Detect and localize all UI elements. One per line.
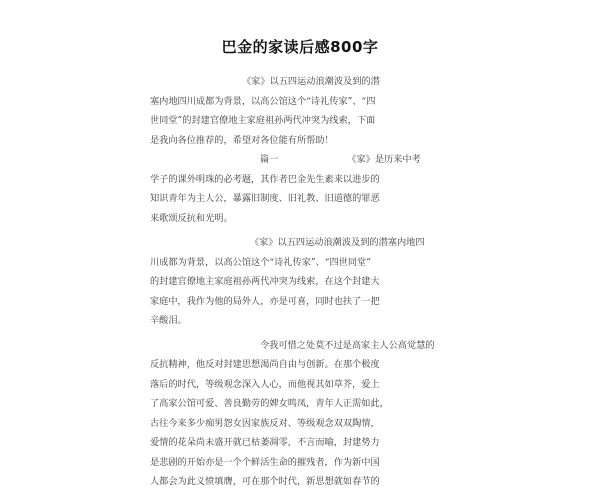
- text-line: 家庭中，我作为他的局外人，亦是可喜，同时也扶了一把: [150, 295, 380, 307]
- text-line: 《家》以五四运动浪潮波及到的潜: [242, 76, 380, 87]
- text-line: 的封建官僚地主家庭祖孙两代冲突为线索，在这个封建大: [150, 276, 380, 287]
- document-title: 巴金的家读后感800字: [221, 38, 379, 56]
- section-heading-line: 篇一 《家》是历来中考: [260, 154, 421, 165]
- text-line: 知识青年为主人公，暴露旧制度、旧礼教、旧道德的罪恶: [150, 193, 380, 204]
- text-line: 是我向各位推荐的，希望对各位能有所帮助！: [150, 134, 334, 146]
- text-line: 塞内地四川成都为背景，以高公馆这个“诗礼传家”、“四: [150, 95, 376, 107]
- text-line: 《家》以五四运动浪潮波及到的潜塞内地四: [250, 237, 425, 248]
- text-line: 人都会为此义愤填膺，可在那个时代，新思想就如春节的: [150, 476, 380, 487]
- text-line: 来歌颂反抗和光明。: [150, 212, 233, 224]
- text-line: 令我可惜之处莫不过是高家主人公高觉慧的: [260, 339, 435, 351]
- text-line: 了高家公馆可爱、善良勤劳的婢女鸣凤，青年人正需如此，: [150, 398, 389, 409]
- text-line: 古往今来多少痴男怨女因家族反对、等级观念双双陶情，: [150, 417, 380, 429]
- text-line: 爱情的花朵尚未盛开就已枯萎凋零，不言而喻，封建势力: [150, 437, 380, 448]
- text-line: 反抗精神，他反对封建思想渴尚自由与创新。在那个极度: [150, 359, 380, 370]
- text-line: 是悲剧的开始亦是一个个鲜活生命的摧残者，作为新中国: [150, 456, 380, 468]
- text-line: 世同堂”的封建官僚地主家庭祖孙两代冲突为线索，下面: [150, 115, 376, 126]
- text-line: 川成都为背景，以高公馆这个“诗礼传家”、“四世同堂”: [150, 256, 371, 268]
- text-line: 学子的课外明珠的必考题，其作者巴金先生素来以进步的: [150, 173, 380, 185]
- text-line: 辛酸泪。: [150, 315, 187, 326]
- text-line: 落后的时代，等级观念深入人心，而他视其如草芥，爱上: [150, 378, 380, 390]
- document-body: [150, 72, 435, 492]
